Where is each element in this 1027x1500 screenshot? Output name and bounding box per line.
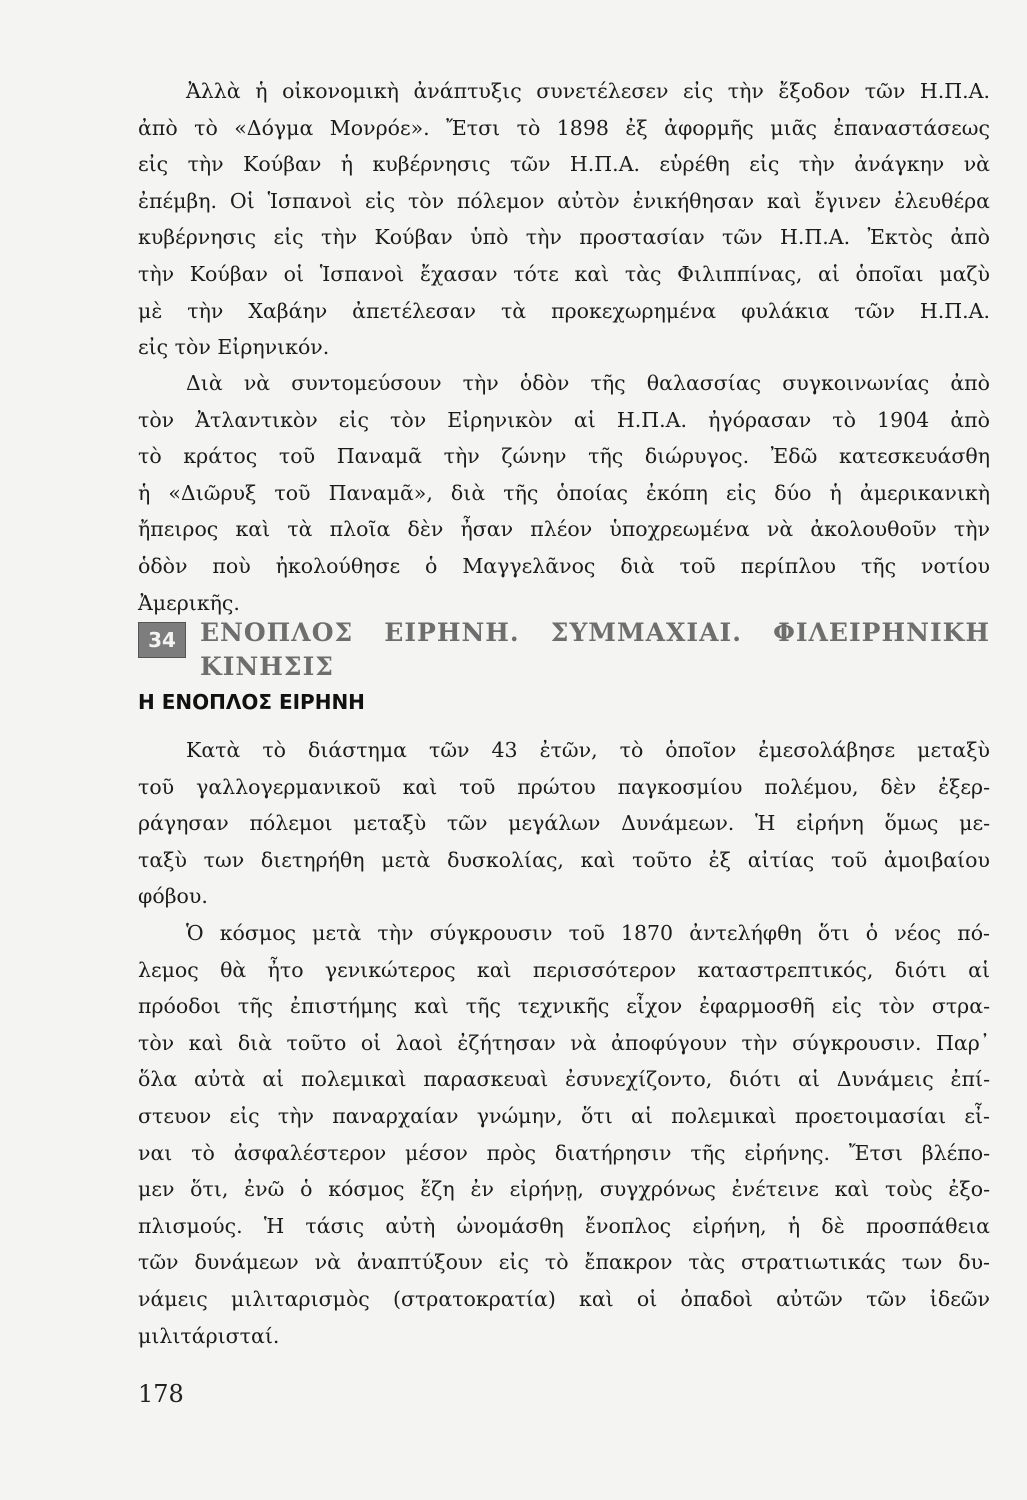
text-line: ἐπέμβη. Οἱ Ἱσπανοὶ εἰς τὸν πόλεμον αὐτὸν ἐνικήθησαν καὶ ἔγινεν ἐλευθέρα [138,188,990,213]
text-line: Ὁ κόσμος μετὰ τὴν σύγκρουσιν τοῦ 1870 ἀντελήφθη ὅτι ὁ νέος πό- [186,921,990,945]
text-line: κυβέρνησις εἰς τὴν Κούβαν ὑπὸ τὴν προστασίαν τῶν Η.Π.Α. Ἐκτὸς ἀπὸ [138,225,990,250]
text-line: τὴν Κούβαν οἱ Ἱσπανοὶ ἔχασαν τότε καὶ τὰς Φιλιππίνας, αἱ ὁποῖαι μαζὺ [138,261,990,286]
text-line: στευον εἰς τὴν παναρχαίαν γνώμην, ὅτι αἱ πολεμικαὶ προετοιμασίαι εἶ- [138,1103,990,1128]
text-line: Κατὰ τὸ διάστημα τῶν 43 ἐτῶν, τὸ ὁποῖον ἐμεσολάβησε μεταξὺ [186,738,990,762]
section-title-line: ΚΙΝΗΣΙΣ [200,652,334,681]
text-line: Ἀλλὰ ἡ οἰκονομικὴ ἀνάπτυξις συνετέλεσεν εἰς τὴν ἔξοδον τῶν Η.Π.Α. [186,79,990,103]
text-line: ναι τὸ ἀσφαλέστερον μέσον πρὸς διατήρησιν τῆς εἰρήνης. Ἔτσι βλέπο- [138,1140,990,1165]
text-line: μιλιτάρισταί. [138,1323,280,1348]
text-line: μὲ τὴν Χαβάην ἀπετέλεσαν τὰ προκεχωρημένα φυλάκια τῶν Η.Π.Α. [138,298,990,323]
text-line: ἀπὸ τὸ «Δόγμα Μονρόε». Ἔτσι τὸ 1898 ἐξ ἀφορμῆς μιᾶς ἐπαναστάσεως [138,115,990,140]
text-line: νάμεις μιλιταρισμὸς (στρατοκρατία) καὶ οἱ ὀπαδοὶ αὐτῶν τῶν ἰδεῶν [138,1286,990,1311]
text-line: τῶν δυνάμεων νὰ ἀναπτύξουν εἰς τὸ ἔπακρον τὰς στρατιωτικάς των δυ- [138,1250,990,1275]
text-line: πλισμούς. Ἡ τάσις αὐτὴ ὠνομάσθη ἔνοπλος εἰρήνη, ἡ δὲ προσπάθεια [138,1213,990,1238]
text-line: εἰς τὸν Εἰρηνικόν. [138,335,330,360]
text-line: πρόοδοι τῆς ἐπιστήμης καὶ τῆς τεχνικῆς εἶχον ἐφαρμοσθῆ εἰς τὸν στρα- [138,994,990,1019]
text-line: εἰς τὴν Κούβαν ἡ κυβέρνησις τῶν Η.Π.Α. εὑρέθη εἰς τὴν ἀνάγκην νὰ [138,152,990,177]
text-line: ἡ «Διῶρυξ τοῦ Παναμᾶ», διὰ τῆς ὁποίας ἐκόπη εἰς δύο ἡ ἀμερικανικὴ [138,480,990,505]
page-number: 178 [138,1380,184,1408]
section-title [200,616,990,684]
section-title-line: ΕΝΟΠΛΟΣ ΕΙΡΗΝΗ. ΣΥΜΜΑΧΙΑΙ. ΦΙΛΕΙΡΗΝΙΚΗ [200,618,990,647]
text-line: ἤπειρος καὶ τὰ πλοῖα δὲν ἦσαν πλέον ὑποχρεωμένα νὰ ἀκολουθοῦν τὴν [138,517,990,542]
text-line: τὸν καὶ διὰ τοῦτο οἱ λαοὶ ἐζήτησαν νὰ ἀποφύγουν τὴν σύγκρουσιν. Παρ᾿ [138,1030,990,1055]
text-line: λεμος θὰ ἦτο γενικώτερος καὶ περισσότερον καταστρεπτικός, διότι αἱ [138,957,990,982]
text-line: τὸ κράτος τοῦ Παναμᾶ τὴν ζώνην τῆς διώρυγος. Ἐδῶ κατεσκευάσθη [138,444,990,469]
text-line: ὅλα αὐτὰ αἱ πολεμικαὶ παρασκευαὶ ἐσυνεχίζοντο, διότι αἱ Δυνάμεις ἐπί- [138,1067,990,1092]
paragraph-us-expansion [138,73,990,366]
text-line: ράγησαν πόλεμοι μεταξὺ τῶν μεγάλων Δυνάμεων. Ἡ εἰρήνη ὅμως με- [138,811,990,836]
text-line: Διὰ νὰ συντομεύσουν τὴν ὁδὸν τῆς θαλασσίας συγκοινωνίας ἀπὸ [186,371,990,395]
paragraph-armed-peace-intro [138,732,990,915]
text-line: τὸν Ἀτλαντικὸν εἰς τὸν Εἰρηνικὸν αἱ Η.Π.Α. ἠγόρασαν τὸ 1904 ἀπὸ [138,407,990,432]
paragraph-militarism [138,915,990,1354]
text-line: φόβου. [138,884,208,909]
subheading: Η ΕΝΟΠΛΟΣ ΕΙΡΗΝΗ [138,690,365,714]
text-line: Ἀμερικῆς. [138,590,240,615]
text-line: ὁδὸν ποὺ ἠκολούθησε ὁ Μαγγελᾶνος διὰ τοῦ περίπλου τῆς νοτίου [138,553,990,578]
text-line: μεν ὅτι, ἐνῶ ὁ κόσμος ἔζη ἐν εἰρήνῃ, συγχρόνως ἐνέτεινε καὶ τοὺς ἐξο- [138,1177,990,1202]
paragraph-panama-canal [138,365,990,621]
section-number-badge: 34 [138,622,186,658]
text-line: τοῦ γαλλογερμανικοῦ καὶ τοῦ πρώτου παγκοσμίου πολέμου, δὲν ἐξερ- [138,774,990,799]
text-line: ταξὺ των διετηρήθη μετὰ δυσκολίας, καὶ τοῦτο ἐξ αἰτίας τοῦ ἀμοιβαίου [138,847,990,872]
